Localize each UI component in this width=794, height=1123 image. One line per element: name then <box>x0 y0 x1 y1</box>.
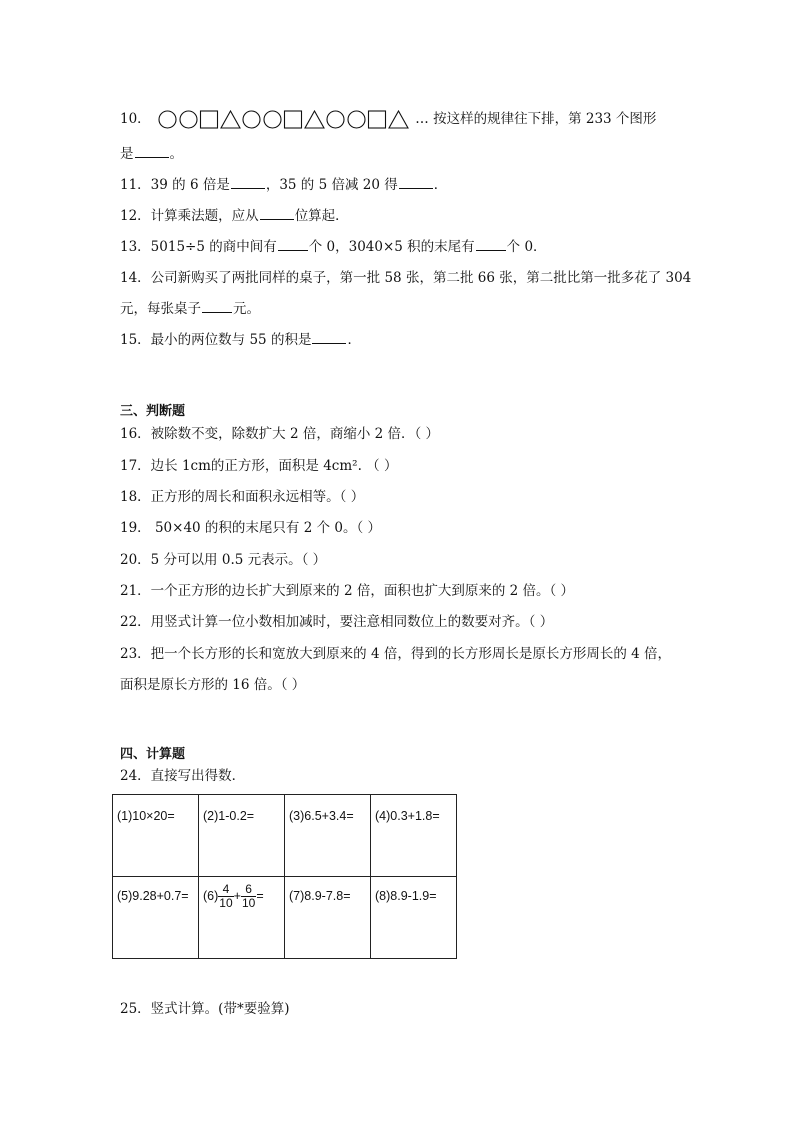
square-shape <box>283 110 304 129</box>
question-14-line2 <box>120 300 260 318</box>
calc-cell-6-label: (6) <box>203 888 219 903</box>
answer-blank[interactable] <box>260 207 294 220</box>
answer-blank[interactable] <box>202 300 232 313</box>
calc-cell-1[interactable]: (1)10×20= <box>113 795 199 877</box>
square-shape <box>367 110 388 129</box>
question-12-part1: 12．计算乘法题，应从 <box>120 208 259 224</box>
question-14-line1: 14．公司新购买了两批同样的桌子，第一批 58 张，第二批 66 张，第二批比第一批多花了 304 <box>120 270 692 286</box>
table-row <box>113 795 457 877</box>
plus-sign: + <box>233 888 241 903</box>
question-14-part2: 元。 <box>233 301 260 317</box>
circle-shape <box>157 110 178 129</box>
question-13-part1: 13．5015÷5 的商中间有 <box>120 239 277 255</box>
triangle-shape <box>304 110 325 129</box>
question-18: 18．正方形的周长和面积永远相等。（ ） <box>120 489 365 505</box>
question-14-part1: 元，每张桌子 <box>120 301 201 317</box>
calc-cell-7[interactable]: (7)8.9-7.8= <box>285 877 371 959</box>
calc-cell-8[interactable]: (8)8.9-1.9= <box>371 877 457 959</box>
question-15-part1: 15．最小的两位数与 55 的积是 <box>120 332 312 348</box>
circle-shape <box>241 110 262 129</box>
question-23-line1: 23．把一个长方形的长和宽放大到原来的 4 倍，得到的长方形周长是原长方形周长的 4 倍， <box>120 646 672 662</box>
fraction-2 <box>241 883 256 910</box>
question-11-part1: 11．39 的 6 倍是 <box>120 177 230 193</box>
circle-shape <box>346 110 367 129</box>
circle-shape <box>178 110 199 129</box>
fraction-2-numerator: 6 <box>241 883 256 897</box>
question-10-text: … 按这样的规律往下排，第 233 个图形 <box>415 111 657 127</box>
triangle-shape <box>220 110 241 129</box>
fraction-1-denominator: 10 <box>219 896 233 910</box>
section-3-title: 三、判断题 <box>120 404 186 419</box>
answer-blank[interactable] <box>135 145 169 158</box>
question-17: 17．边长 1cm的正方形，面积是 4cm². （ ） <box>120 458 398 474</box>
question-10-line1 <box>120 110 656 129</box>
question-10-number: 10． <box>120 111 151 127</box>
question-21: 21．一个正方形的边长扩大到原来的 2 倍，面积也扩大到原来的 2 倍。（ ） <box>120 583 575 599</box>
answer-blank[interactable] <box>312 331 346 344</box>
table-row <box>113 877 457 959</box>
calc-cell-5[interactable]: (5)9.28+0.7= <box>113 877 199 959</box>
square-shape <box>199 110 220 129</box>
question-10-line2 <box>120 145 183 163</box>
question-22: 22．用竖式计算一位小数相加减时，要注意相同数位上的数要对齐。（ ） <box>120 614 554 630</box>
triangle-shape <box>388 110 409 129</box>
fraction-1-numerator: 4 <box>218 883 233 897</box>
shape-sequence <box>157 110 409 129</box>
calc-cell-2[interactable]: (2)1-0.2= <box>199 795 285 877</box>
calc-cell-6[interactable] <box>199 877 285 959</box>
question-12-part2: 位算起． <box>294 208 349 224</box>
question-13-part3: 个 0． <box>506 239 547 255</box>
calc-cell-3[interactable]: (3)6.5+3.4= <box>285 795 371 877</box>
answer-blank[interactable] <box>231 176 265 189</box>
answer-blank[interactable] <box>399 176 433 189</box>
question-20: 20．5 分可以用 0.5 元表示。（ ） <box>120 552 327 568</box>
answer-blank[interactable] <box>476 238 506 251</box>
fraction-1 <box>218 883 233 910</box>
section-4-title: 四、计算题 <box>120 747 186 762</box>
equals-sign: = <box>256 888 264 903</box>
question-10-prefix: 是 <box>120 146 134 162</box>
question-11-part2: ，35 的 5 倍减 20 得 <box>265 177 398 193</box>
circle-shape <box>325 110 346 129</box>
question-19: 19． 50×40 的积的末尾只有 2 个 0。（ ） <box>120 520 382 536</box>
answer-blank[interactable] <box>278 238 308 251</box>
calc-table <box>112 794 457 959</box>
question-24-prompt: 24．直接写出得数． <box>120 768 246 784</box>
calc-cell-4[interactable]: (4)0.3+1.8= <box>371 795 457 877</box>
question-23-line2: 面积是原长方形的 16 倍。（ ） <box>120 677 306 693</box>
question-13 <box>120 238 547 256</box>
question-13-part2: 个 0，3040×5 积的末尾有 <box>308 239 475 255</box>
circle-shape <box>262 110 283 129</box>
fraction-2-denominator: 10 <box>241 896 256 910</box>
question-25: 25．竖式计算。(带*要验算) <box>120 1001 290 1017</box>
question-15 <box>120 331 361 349</box>
question-16: 16．被除数不变，除数扩大 2 倍，商缩小 2 倍．（ ） <box>120 426 440 442</box>
question-12 <box>120 207 349 225</box>
question-11 <box>120 176 447 194</box>
question-10-suffix: 。 <box>169 146 183 162</box>
question-11-part3: ． <box>433 177 448 193</box>
question-15-part2: ． <box>347 332 361 348</box>
